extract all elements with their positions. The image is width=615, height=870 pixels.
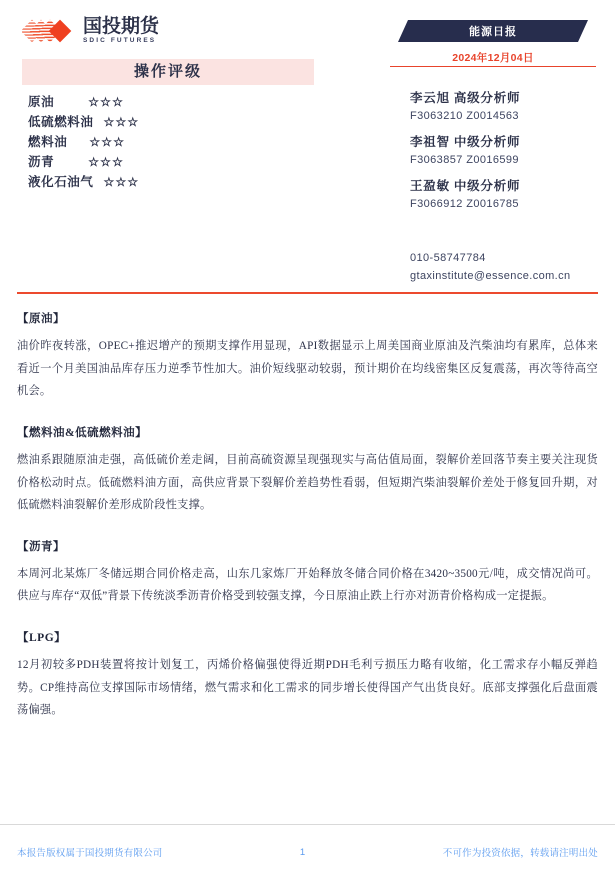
- rating-product-name: 原油: [28, 95, 55, 109]
- date-divider: [390, 66, 596, 67]
- rating-product-name: 沥青: [28, 155, 55, 169]
- rating-list: [28, 92, 328, 192]
- rating-product-name: 液化石油气: [28, 175, 94, 189]
- section-body: 12月初较多PDH装置将按计划复工，丙烯价格偏强使得近期PDH毛利亏损压力略有收缩，化工需求存小幅反弹趋势。CP维持高位支撑国际市场情绪，燃气需求和化工需求的同步增长使得国产气出货良好。底部支撑强化后盘面震荡偏强。: [17, 659, 598, 717]
- logo-company-name-en: SDIC FUTURES: [83, 37, 157, 44]
- rating-stars: ☆☆☆: [89, 135, 126, 149]
- report-date: 2024年12月04日: [452, 52, 534, 64]
- analyst-license: F3066912 Z0016785: [410, 198, 519, 210]
- report-section: [17, 538, 598, 608]
- analyst-name: 王盈敏 中级分析师: [410, 179, 521, 193]
- rating-row: [28, 112, 328, 132]
- rating-stars: ☆☆☆: [103, 115, 140, 129]
- contact-block: [410, 252, 610, 288]
- footer-divider: [0, 824, 615, 825]
- header-divider: [17, 292, 598, 294]
- footer-copyright: 本报告版权属于国投期货有限公司: [17, 848, 163, 859]
- section-body: 油价昨夜转涨，OPEC+推迟增产的预期支撑作用显现，API数据显示上周美国商业原油及汽柴油均有累库，总体来看近一个月美国油品库存压力逆季节性加大。油价短线驱动较弱，预计期价在均线密集区反复震荡，再次等待高空机会。: [17, 340, 598, 398]
- rating-row: [28, 152, 328, 172]
- rating-stars: ☆☆☆: [88, 155, 125, 169]
- document-header: [0, 0, 615, 292]
- logo-company-name-cn: 国投期货: [83, 16, 160, 37]
- section-heading: 【原油】: [17, 313, 65, 325]
- report-section: [17, 310, 598, 403]
- report-section: [17, 424, 598, 517]
- report-content: [17, 310, 598, 743]
- rating-row: [28, 92, 328, 112]
- footer-page-number: 1: [299, 846, 306, 858]
- banner-label: 能源日报: [469, 26, 517, 38]
- company-logo: [22, 17, 159, 45]
- rating-stars: ☆☆☆: [103, 175, 140, 189]
- rating-product-name: 燃料油: [28, 135, 68, 149]
- rating-row: [28, 132, 328, 152]
- section-heading: 【LPG】: [17, 632, 67, 644]
- analyst-list: [410, 88, 610, 220]
- report-type-banner: [398, 20, 588, 42]
- section-heading: 【燃料油&低硫燃料油】: [17, 426, 148, 439]
- footer-disclaimer: 不可作为投资依据，转载请注明出处: [442, 848, 598, 859]
- report-section: [17, 629, 598, 722]
- red-diamond-logo-icon: [22, 17, 80, 45]
- document-footer: [17, 845, 598, 859]
- rating-panel-title: 操作评级: [22, 59, 314, 85]
- analyst-name: 李祖智 中级分析师: [410, 135, 521, 149]
- contact-phone: 010-58747784: [410, 252, 486, 264]
- rating-stars: ☆☆☆: [88, 95, 125, 109]
- rating-row: [28, 172, 328, 192]
- section-body: 燃油系跟随原油走强，高低硫价差走阔，目前高硫资源呈现强现实与高估值局面，裂解价差回落节奏主要关注现货价格松动时点。低硫燃料油方面，高供应背景下裂解价差趋势性看弱，但短期汽柴油裂解价差处于修复回升期，对低硫燃料油裂解价差形成阶段性支撑。: [17, 453, 598, 512]
- analyst-license: F3063857 Z0016599: [410, 154, 519, 166]
- rating-product-name: 低硫燃料油: [28, 115, 94, 129]
- section-body: 本周河北某炼厂冬储远期合同价格走高，山东几家炼厂开始释放冬储合同价格在3420~3500元/吨，成交情况尚可。供应与库存“双低”背景下传统淡季沥青价格受到较强支撑，今日原油止跌上行亦对沥青价格构成一定提振。: [17, 567, 598, 603]
- analyst-name: 李云旭 高级分析师: [410, 91, 521, 105]
- section-heading: 【沥青】: [17, 540, 65, 553]
- analyst-license: F3063210 Z0014563: [410, 110, 519, 122]
- contact-email[interactable]: gtaxinstitute@essence.com.cn: [410, 270, 571, 282]
